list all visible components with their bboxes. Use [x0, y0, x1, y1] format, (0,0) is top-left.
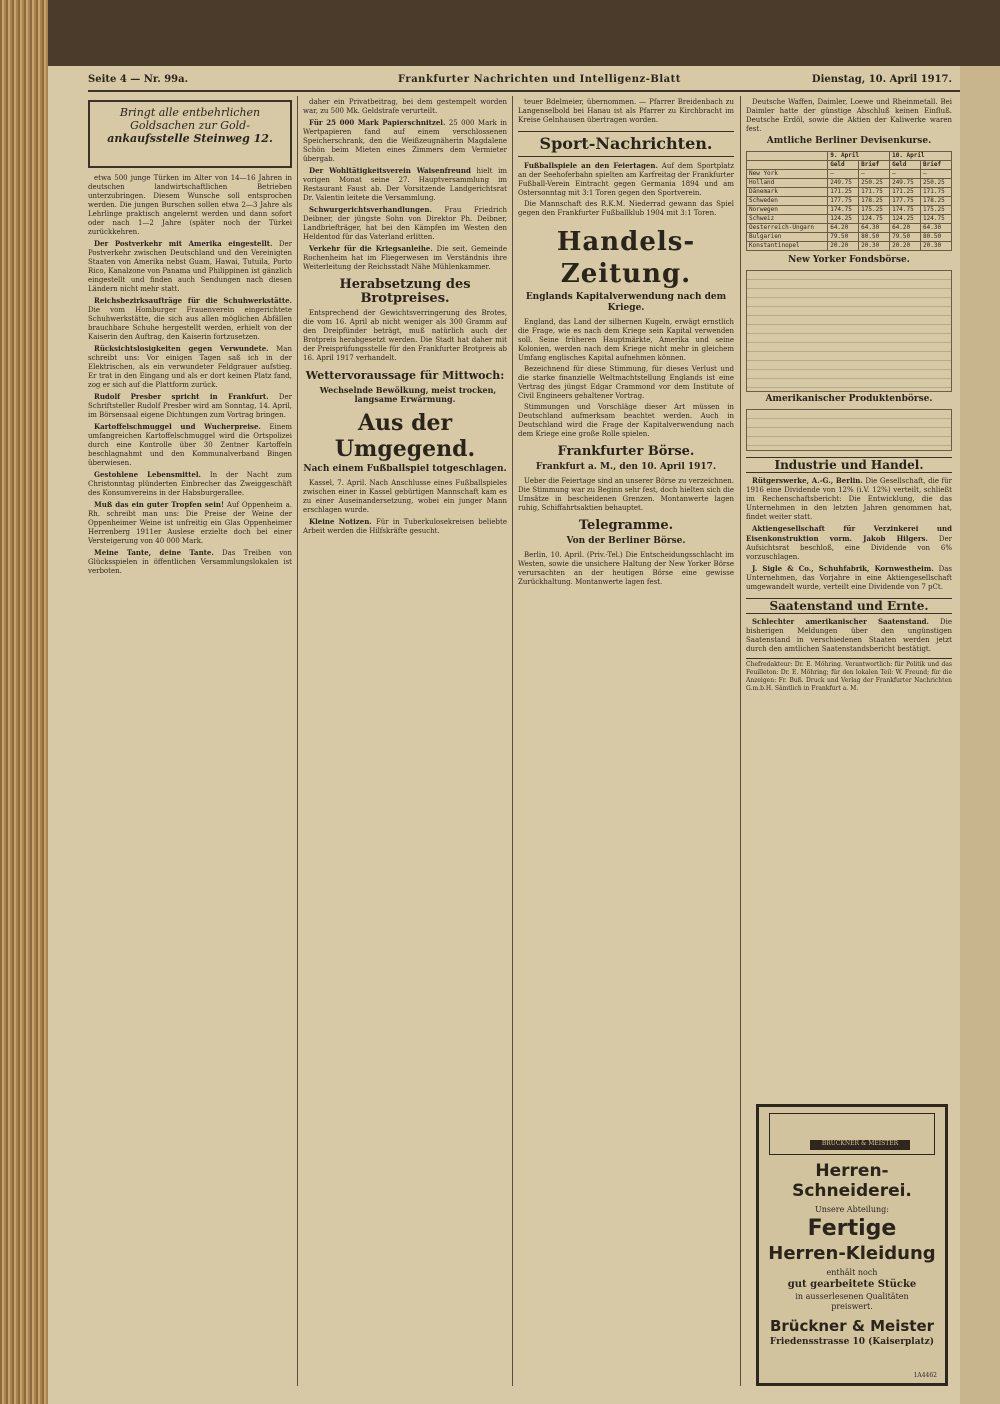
article-text: Die Gesellschaft, die für 1916 eine Dividende von 12% (i.V. 12%) verteilt, schließt im Rechenschaftsbericht: Die Entwicklung, die das Unternehmen in den letzten Jahren genommen hat, findet weiter statt. — [746, 477, 952, 521]
ad-text: preiswert. — [831, 1302, 873, 1311]
gold-collection-ad — [88, 100, 292, 168]
article-lead: J. Sigle & Co., Schuhfabrik, Kornwestheim. — [752, 564, 934, 573]
rates-cell: — — [859, 170, 890, 179]
rates-cell: Schweiz — [747, 215, 828, 224]
article-lead: Kartoffelschmuggel und Wucherpreise. — [94, 422, 261, 431]
rates-header-cell — [747, 152, 828, 161]
column-rule — [512, 96, 513, 1386]
article-text: Die bisherigen Meldungen über den ungünstigen Saatenstand in verschiedenen Staaten werden jetzt durch den amtlichen Saatenstandsbericht bestätigt. — [746, 618, 952, 653]
column-1 — [88, 98, 292, 1388]
ny-exchange-headline: New Yorker Fondsbörse. — [788, 255, 910, 265]
rates-cell: 174.75 — [828, 206, 859, 215]
rates-header-cell: Geld — [828, 161, 859, 170]
rates-cell: 79.50 — [828, 233, 859, 242]
article-lead: Meine Tante, deine Tante. — [94, 548, 214, 557]
rates-row — [747, 179, 952, 188]
article-text: Die Mannschaft des R.K.M. Niederrad gewann das Spiel gegen den Frankfurter Fußballklub 1904 mit 3:1 Toren. — [518, 200, 734, 217]
region-subheadline: Nach einem Fußballspiel totgeschlagen. — [303, 464, 507, 474]
rates-cell: — — [890, 170, 921, 179]
rates-cell: 171.75 — [921, 188, 952, 197]
column-rule — [740, 96, 741, 1386]
ad-code: 1A4462 — [913, 1372, 937, 1379]
article-text: Kassel, 7. April. Nach Anschlusse eines Fußballspieles zwischen einer in Kassel gebürtigen Mannschaft kam es zu einer Auseinandersetzung, wobei ein junger Mann erschlagen wurde. — [303, 479, 507, 514]
column-2 — [303, 98, 507, 1388]
commerce-section-headline: Handels-Zeitung. — [556, 227, 696, 289]
rates-header-cell: 9. April — [828, 152, 890, 161]
ornament-label: BRÜCKNER & MEISTER — [810, 1140, 910, 1150]
rates-cell: Oesterreich-Ungarn — [747, 224, 828, 233]
rates-cell: 20.30 — [921, 242, 952, 251]
rates-cell: 124.75 — [859, 215, 890, 224]
article-text: Stimmungen und Vorschläge dieser Art müssen in Deutschland aufmerksam beachtet werden. Auch in Deutschland wird die Frage der Kapitalverwendung nach dem Kriege eine große Rolle spielen. — [518, 403, 734, 438]
ad-text: gut gearbeitete Stücke — [787, 1279, 917, 1290]
ad-firm-name: Brückner & Meister — [769, 1317, 935, 1335]
rates-cell: 124.25 — [828, 215, 859, 224]
rates-cell: 249.75 — [828, 179, 859, 188]
page-header — [88, 74, 960, 92]
column-rule — [297, 96, 298, 1386]
rates-cell: — — [828, 170, 859, 179]
article-lead: Verkehr für die Kriegsanleihe. — [309, 244, 433, 253]
article-lead: Für 25 000 Mark Papierschnitzel. — [309, 118, 446, 127]
article-lead: Muß das ein guter Tropfen sein! — [94, 500, 225, 509]
stock-exchange-headline: Frankfurter Börse. — [557, 444, 695, 459]
rates-cell: 20.30 — [859, 242, 890, 251]
article-text: Die vom Homburger Frauenverein eingerichtete Schuhwerkstätte, die sich aus allen möglichen Abfällen brauchbare Schuhe hergestellt werden, erhielt von der Kaiserin den Auftrag, den Kaiserin fortzusetzen. — [88, 306, 292, 341]
rates-header-cell — [747, 161, 828, 170]
rates-row — [747, 170, 952, 179]
ad-headline: Herren-Schneiderei. — [792, 1161, 912, 1201]
column-4 — [746, 98, 952, 1098]
rates-cell: 178.25 — [859, 197, 890, 206]
rates-cell: 171.25 — [890, 188, 921, 197]
article-text: Man schreibt uns: Vor einigen Tagen saß ich in der Elektrischen, als ein verwundeter Feldgrauer aufstieg. Er trat in den Eingang und als er dort keinen Platz fand, zog er sich auf die Plattform zurück. — [88, 345, 292, 389]
article-lead: Gestohlene Lebensmittel. — [94, 470, 201, 479]
article-text: Einem umfangreichen Kartoffelschmuggel wird die Ortspolizei durch eine Kontrolle über 30 Zentner Kartoffeln beschlagnahmt und den Kommunalverband Bingen überwiesen. — [88, 423, 292, 467]
rates-cell: 124.75 — [921, 215, 952, 224]
rates-row — [747, 188, 952, 197]
issue-date: Dienstag, 10. April 1917. — [811, 74, 952, 85]
rates-row — [747, 215, 952, 224]
commerce-subheadline: Englands Kapitalverwendung nach dem Kriege. — [525, 292, 727, 313]
rates-row — [747, 233, 952, 242]
weather-text: Wechselnde Bewölkung, meist trocken, langsame Erwärmung. — [319, 385, 497, 404]
exchange-rates-headline: Amtliche Berliner Devisenkurse. — [766, 136, 932, 146]
rates-cell: 20.20 — [890, 242, 921, 251]
article-text: Der Postverkehr zwischen Deutschland und den Vereinigten Staaten von Amerika nebst Guam, Hawai, Tutuila, Porto Rico, Kanalzone von Panama und Philippinen ist gänzlich eingestellt und finden auch Sendungen nach diesen Ländern nicht mehr statt. — [88, 240, 292, 293]
article-text: Entsprechend der Gewichtsverringerung des Brotes, die vom 16. April ab nicht weniger als 300 Gramm auf den Dreipfünder beträgt, muß natürlich auch der Brotpreis herabgesetzt werden. Die Stadt hat daher mit der Preisprüfungsstelle für den Frankfurter Brotpreis ab 16. April 1917 verhandelt. — [303, 309, 507, 362]
article-text: England, das Land der silbernen Kugeln, erwägt ernstlich die Frage, wie es nach dem Kriege sein Kapital verwenden soll. Seine früheren Hauptmärkte, Amerika und seine Kolonien, werden nach dem Kriege nicht mehr in gleichem Umfang englisches Kapital aufnehmen können. — [518, 318, 734, 362]
bread-price-headline: Herabsetzung des Brotpreises. — [339, 277, 471, 306]
rates-cell: 178.25 — [921, 197, 952, 206]
rates-cell: Schweden — [747, 197, 828, 206]
rates-cell: 250.25 — [859, 179, 890, 188]
article-text: teuer Bdelmeier, übernommen. — Pfarrer Breidenbach zu Langenselbold bei Hanau ist als Pfarrer zu Kirchbracht im Kreise Gelnhausen übertragen worden. — [518, 98, 734, 124]
scan-background — [0, 0, 1000, 66]
article-text: Der Schriftsteller Rudolf Presber wird am Sonntag, 14. April, im Börsensaal eigene Dichtungen zum Vortrag bringen. — [88, 393, 292, 419]
rates-cell: 250.25 — [921, 179, 952, 188]
rates-cell: 64.20 — [828, 224, 859, 233]
article-text: Das Treiben von Glücksspielen in öffentlichen Versammlungslokalen ist verboten. — [88, 549, 292, 575]
article-lead: Rudolf Presber spricht in Frankfurt. — [94, 392, 269, 401]
article-text: Die seit, Gemeinde Rochenheim hat im Fliegerwesen im Verständnis ihre Weiterleitung der Reichsstadt Nähe Mühlenkammer. — [303, 245, 507, 271]
rates-cell: 175.25 — [921, 206, 952, 215]
article-text: Bezeichnend für diese Stimmung, für dieses Verlust und die starke finanzielle Weltmachtstellung Englands ist eine Vertrag des jüngst Edgar Crammond vor dem Institute of Civil Engineers gehaltener Vortrag. — [518, 365, 734, 400]
article-lead: Schwurgerichtsverhandlungen. — [309, 205, 432, 214]
rates-cell: 64.20 — [890, 224, 921, 233]
rates-cell: 177.75 — [890, 197, 921, 206]
rates-cell: 64.30 — [859, 224, 890, 233]
rates-cell: 124.25 — [890, 215, 921, 224]
ornament-logo — [769, 1113, 935, 1155]
rates-row — [747, 206, 952, 215]
exchange-rates-table — [746, 151, 952, 251]
ny-exchange-table — [746, 270, 952, 392]
article-text: etwa 500 junge Türken im Alter von 14—16 Jahren in deutschen landwirtschaftlichen Betrieben unterzubringen. Diesem Wunsche soll entsprochen werden. Die jungen Burschen sollen etwa 2—3 Jahre als Lehrlinge praktisch angelernt werden und dann sofort oder nach 1—2 Jahre (später noch der Türkei zurückkehren. — [88, 174, 292, 236]
rates-cell: Bulgarien — [747, 233, 828, 242]
tailor-advertisement — [756, 1104, 948, 1386]
ad-line: Bringt alle entbehrlichen — [119, 106, 261, 119]
rates-cell: 249.75 — [890, 179, 921, 188]
produce-exchange-headline: Amerikanischer Produktenbörse. — [765, 394, 933, 404]
article-text: Der Aufsichtsrat beschloß, eine Dividende von 6% vorzuschlagen. — [746, 535, 952, 561]
rates-header-cell: Brief — [859, 161, 890, 170]
article-text: Ueber die Feiertage sind an unserer Börse zu verzeichnen. Die Stimmung war zu Beginn sehr fest, doch hielten sich die Umsätze in bescheidenen Grenzen. Montanwerte lagen ruhig, Schiffahrtsaktien behauptet. — [518, 477, 734, 512]
crops-section-headline: Saatenstand und Ernte. — [746, 598, 952, 614]
article-lead: Fußballspiele an den Feiertagen. — [524, 161, 658, 170]
article-text: Auf dem Sportplatz an der Seehoferbahn spielten am Karfreitag der Frankfurter Fußball-Verein Eintracht gegen Germania 1894 und am Ostersonntag mit 3:1 Toren gegen den Sportverein. — [518, 162, 734, 197]
ad-line: ankaufsstelle Steinweg 12. — [107, 132, 273, 145]
column-3 — [518, 98, 734, 1388]
article-text: Auf Oppenheim a. Rh. schreibt man uns: Die Preise der Weine der Oppenheimer Weine ist unfreitig ein Glas Oppenheimer Herrenberg 1911er Auslese erzielte doch bei einer Versteigerung von 40 000 Mark. — [88, 501, 292, 545]
article-text: Für in Tuberkulosekreisen beliebte Arbeit werden die Hilfskräfte gesucht. — [303, 518, 507, 535]
rates-cell: Konstantinopel — [747, 242, 828, 251]
bound-page-edges — [0, 0, 48, 1404]
rates-cell: 174.75 — [890, 206, 921, 215]
ad-highlight: Herren-Kleidung — [768, 1243, 936, 1264]
ad-text: in ausserlesenen Qualitäten — [795, 1292, 909, 1301]
rates-cell: — — [921, 170, 952, 179]
rates-row — [747, 242, 952, 251]
rates-cell: 80.50 — [859, 233, 890, 242]
rates-header-cell: Geld — [890, 161, 921, 170]
article-lead: Aktiengesellschaft für Verzinkerei und Eisenkonstruktion vorm. Jakob Hilgers. — [746, 524, 952, 543]
ad-text: Unsere Abteilung: — [815, 1205, 889, 1214]
region-section-headline: Aus der Umgegend. — [334, 410, 476, 462]
article-text: Deutsche Waffen, Daimler, Loewe und Rheinmetall. Bei Daimler hatte der günstige Abschluß keinen Einfluß. Deutsche Erdöl, sowie die Aktien der Kaliwerke waren fest. — [746, 98, 952, 133]
rates-cell: Holland — [747, 179, 828, 188]
rates-cell: New York — [747, 170, 828, 179]
article-text: Berlin, 10. April. (Priv.-Tel.) Die Entscheidungsschlacht im Westen, sowie die unsichere Haltung der New Yorker Börse verursachten an der heutigen Börse eine gewisse Zurückhaltung. Montanwerte lagen fest. — [518, 551, 734, 586]
article-text: Das Unternehmen, das Vorjahre in eine Aktiengesellschaft umgewandelt wurde, verteilt eine Dividende von 7 pCt. — [746, 565, 952, 591]
article-text: Frau Friedrich Deibner, der jüngste Sohn von Direktor Ph. Deibner, Landbriefträger, hat bei den Kämpfen im Westen den Heldentod für das Vaterland erlitten. — [303, 206, 507, 241]
rates-cell: 171.75 — [859, 188, 890, 197]
article-lead: Rütgerswerke, A.-G., Berlin. — [752, 476, 863, 485]
rates-cell: 177.75 — [828, 197, 859, 206]
rates-header-cell: 10. April — [890, 152, 952, 161]
article-lead: Kleine Notizen. — [309, 517, 372, 526]
ad-address: Friedensstrasse 10 (Kaiserplatz) — [769, 1337, 935, 1347]
weather-headline: Wettervoraussage für Mittwoch: — [305, 369, 505, 382]
ad-line: Goldsachen zur Gold- — [130, 119, 250, 132]
rates-row — [747, 197, 952, 206]
page-number: Seite 4 — Nr. 99a. — [88, 74, 189, 85]
rates-cell: 175.25 — [859, 206, 890, 215]
rates-cell: 80.50 — [921, 233, 952, 242]
adjacent-page-strip — [960, 66, 1000, 1404]
article-lead: Der Postverkehr mit Amerika eingestellt. — [94, 239, 273, 248]
article-text: 25 000 Mark in Wertpapieren fand auf einem verschlossenen Speicherschrank, den die Weißzeugnäherin Magdalene Schön beim Mieten eines Zimmers dem Vermieter übergab. — [303, 119, 507, 163]
newspaper-title: Frankfurter Nachrichten und Intelligenz-Blatt — [398, 74, 681, 85]
article-text: daher ein Privatbeitrag, bei dem gestempelt worden war, zu 500 Mk. Geldstrafe verurteilt. — [303, 98, 507, 115]
rates-header-cell: Brief — [921, 161, 952, 170]
article-lead: Reichsbezirksaufträge für die Schuhwerkstätte. — [94, 296, 292, 305]
ad-highlight: Fertige — [807, 1216, 897, 1241]
article-lead: Der Wohltätigkeitsverein Waisenfreund — [309, 166, 471, 175]
rates-body — [747, 170, 952, 251]
rates-cell: 171.25 — [828, 188, 859, 197]
ad-text: enthält noch — [826, 1268, 878, 1277]
article-lead: Rücksichtslosigkeiten gegen Verwundete. — [94, 344, 269, 353]
produce-exchange-table — [746, 409, 952, 451]
rates-cell: 64.30 — [921, 224, 952, 233]
telegram-subheadline: Von der Berliner Börse. — [566, 536, 686, 546]
rates-cell: 79.50 — [890, 233, 921, 242]
article-lead: Schlechter amerikanischer Saatenstand. — [752, 617, 929, 626]
rates-cell: 20.20 — [828, 242, 859, 251]
article-text: hielt im vorigen Monat seine 27. Hauptversammlung im Restaurant Faust ab. Der Vorsitzende Landgerichtsrat Dr. Valentin leitete die Versammlung. — [303, 167, 507, 202]
rates-cell: Dänemark — [747, 188, 828, 197]
imprint: Chefredakteur: Dr. E. Möhring. Verantwortlich: für Politik und das Feuilleton: Dr. E. Möhring; für den lokalen Teil: W. Freund; für die Anzeigen: Fr. Buß. Druck und Verlag der Frankfurter Nachrichten G.m.b.H. Sämtlich in Frankfurt a. M. — [746, 658, 952, 693]
industry-section-headline: Industrie und Handel. — [746, 457, 952, 473]
sport-section-headline: Sport-Nachrichten. — [518, 131, 734, 157]
rates-row — [747, 224, 952, 233]
rates-cell: Norwegen — [747, 206, 828, 215]
article-text: In der Nacht zum Christonntag plünderten Einbrecher das Zweiggeschäft des Konsumvereins in der Habsburgerallee. — [88, 471, 292, 497]
telegram-headline: Telegramme. — [578, 518, 674, 533]
stock-exchange-dateline: Frankfurt a. M., den 10. April 1917. — [535, 462, 717, 472]
